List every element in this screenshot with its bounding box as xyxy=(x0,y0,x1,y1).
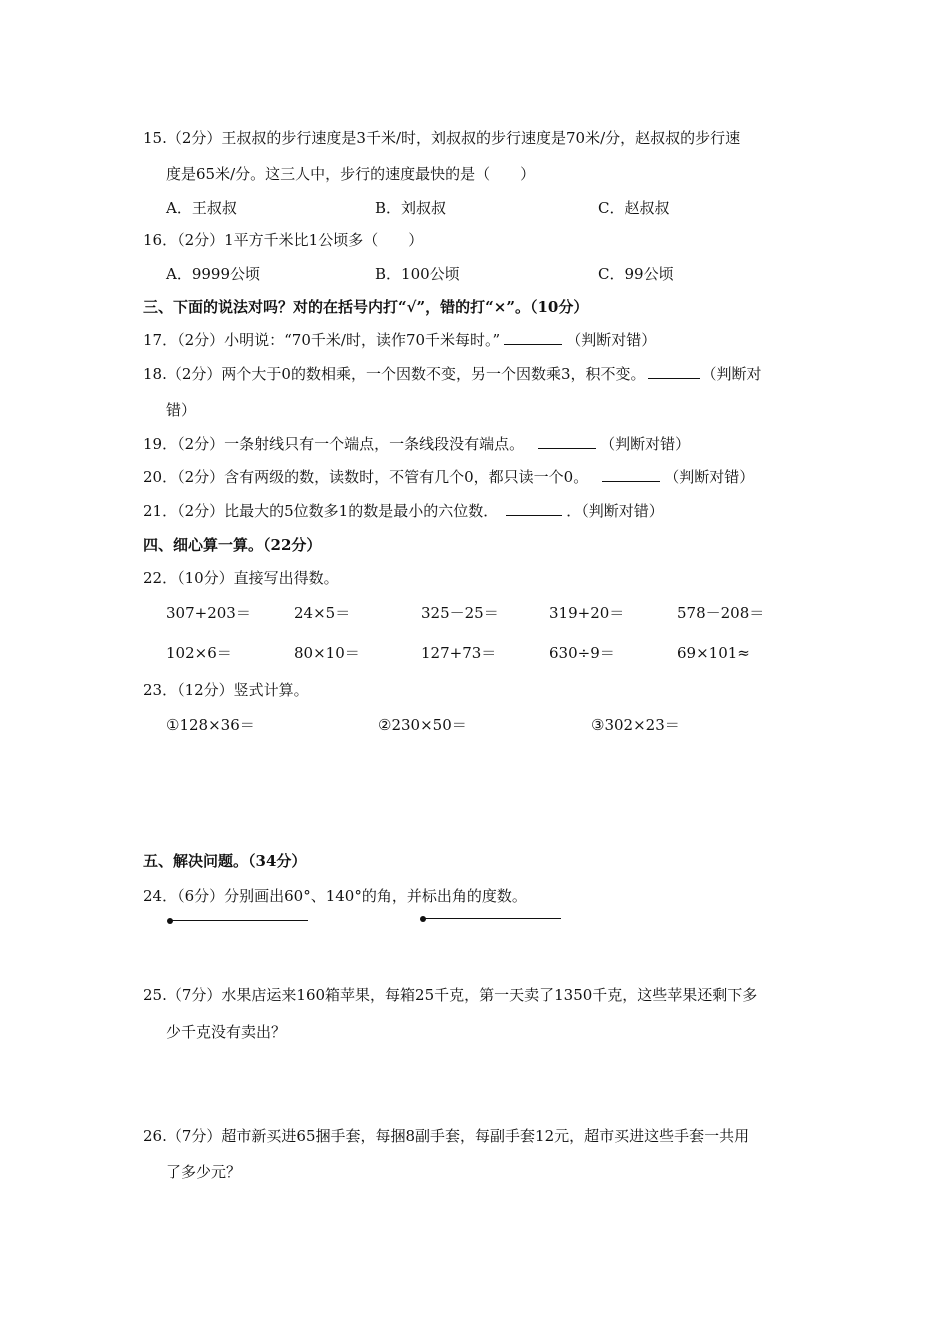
ray-2-endpoint xyxy=(420,916,426,922)
ray-2-line xyxy=(423,918,561,919)
q15-line2: 度是65米/分。这三人中，步行的速度最快的是（ ） xyxy=(166,165,536,183)
q22-r1-c3: 325－25＝ xyxy=(421,604,499,622)
q26-line1: 26.（7分）超市新买进65捆手套，每捆8副手套，每副手套12元，超市买进这些手套一共用 xyxy=(143,1127,750,1145)
q22-r1-c1: 307+203＝ xyxy=(166,604,251,622)
q19-text: 19．（2分）一条射线只有一个端点，一条线段没有端点。 xyxy=(143,435,525,453)
q22-r2-c2: 80×10＝ xyxy=(294,644,360,662)
section5-title: 五、解决问题。（34分） xyxy=(143,852,307,870)
q15-line1: 15.（2分）王叔叔的步行速度是3千米/时，刘叔叔的步行速度是70米/分，赵叔叔的步行速 xyxy=(143,129,741,147)
q22-r2-c5: 69×101≈ xyxy=(677,644,750,662)
q25-line2: 少千克没有卖出？ xyxy=(166,1023,287,1041)
q23-item-2: ②230×50＝ xyxy=(378,716,467,734)
section4-title: 四、细心算一算。（22分） xyxy=(143,536,322,554)
q15-option-c: C．赵叔叔 xyxy=(598,199,670,217)
q23-item-1: ①128×36＝ xyxy=(166,716,255,734)
q19-answer-blank[interactable] xyxy=(538,434,596,449)
q16-option-a: A．9999公顷 xyxy=(166,265,261,283)
q21-suffix: ．（判断对错） xyxy=(566,502,664,520)
q15-option-a: A．王叔叔 xyxy=(166,199,237,217)
q15-option-b: B．刘叔叔 xyxy=(375,199,447,217)
q20-suffix: （判断对错） xyxy=(664,468,755,486)
q22-r1-c2: 24×5＝ xyxy=(294,604,351,622)
q21-text: 21．（2分）比最大的5位数多1的数是最小的六位数． xyxy=(143,502,499,520)
q18-suffix: （判断对 xyxy=(701,365,762,383)
q26-line2: 了多少元？ xyxy=(166,1163,242,1181)
q22-r2-c1: 102×6＝ xyxy=(166,644,232,662)
q16-option-b: B．100公顷 xyxy=(375,265,460,283)
q22-r1-c5: 578－208＝ xyxy=(677,604,765,622)
q25-line1: 25.（7分）水果店运来160箱苹果，每箱25千克，第一天卖了1350千克，这些苹果还剩下多 xyxy=(143,986,758,1004)
q24-text: 24．（6分）分别画出60°、140°的角，并标出角的度数。 xyxy=(143,887,527,905)
q16-option-c: C．99公顷 xyxy=(598,265,674,283)
q18-answer-blank[interactable] xyxy=(648,364,700,379)
q22-r1-c4: 319+20＝ xyxy=(549,604,625,622)
q17-suffix: （判断对错） xyxy=(566,331,657,349)
q18-line2: 错） xyxy=(166,401,197,419)
ray-1-line xyxy=(170,920,308,921)
q20 xyxy=(143,467,754,487)
q19 xyxy=(143,434,690,454)
section3-title: 三、下面的说法对吗？对的在括号内打“√”，错的打“×”。（10分） xyxy=(143,298,589,316)
q17-answer-blank[interactable] xyxy=(504,330,562,345)
q16-line1: 16．（2分）1平方千米比1公顷多（ ） xyxy=(143,231,424,249)
q17-text: 17．（2分）小明说：“70千米/时，读作70千米每时。” xyxy=(143,331,501,349)
ray-1-endpoint xyxy=(167,918,173,924)
q22-r2-c4: 630÷9＝ xyxy=(549,644,615,662)
q18 xyxy=(143,364,762,384)
q19-suffix: （判断对错） xyxy=(600,435,691,453)
q22-title: 22．（10分）直接写出得数。 xyxy=(143,569,339,587)
q20-answer-blank[interactable] xyxy=(602,467,660,482)
q22-r2-c3: 127+73＝ xyxy=(421,644,497,662)
q21 xyxy=(143,501,664,521)
q21-answer-blank[interactable] xyxy=(506,501,562,516)
q20-text: 20．（2分）含有两级的数，读数时，不管有几个0，都只读一个0。 xyxy=(143,468,589,486)
q23-item-3: ③302×23＝ xyxy=(591,716,680,734)
q23-title: 23．（12分）竖式计算。 xyxy=(143,681,309,699)
q17 xyxy=(143,330,656,350)
q18-text: 18.（2分）两个大于0的数相乘，一个因数不变，另一个因数乘3，积不变。 xyxy=(143,365,646,383)
